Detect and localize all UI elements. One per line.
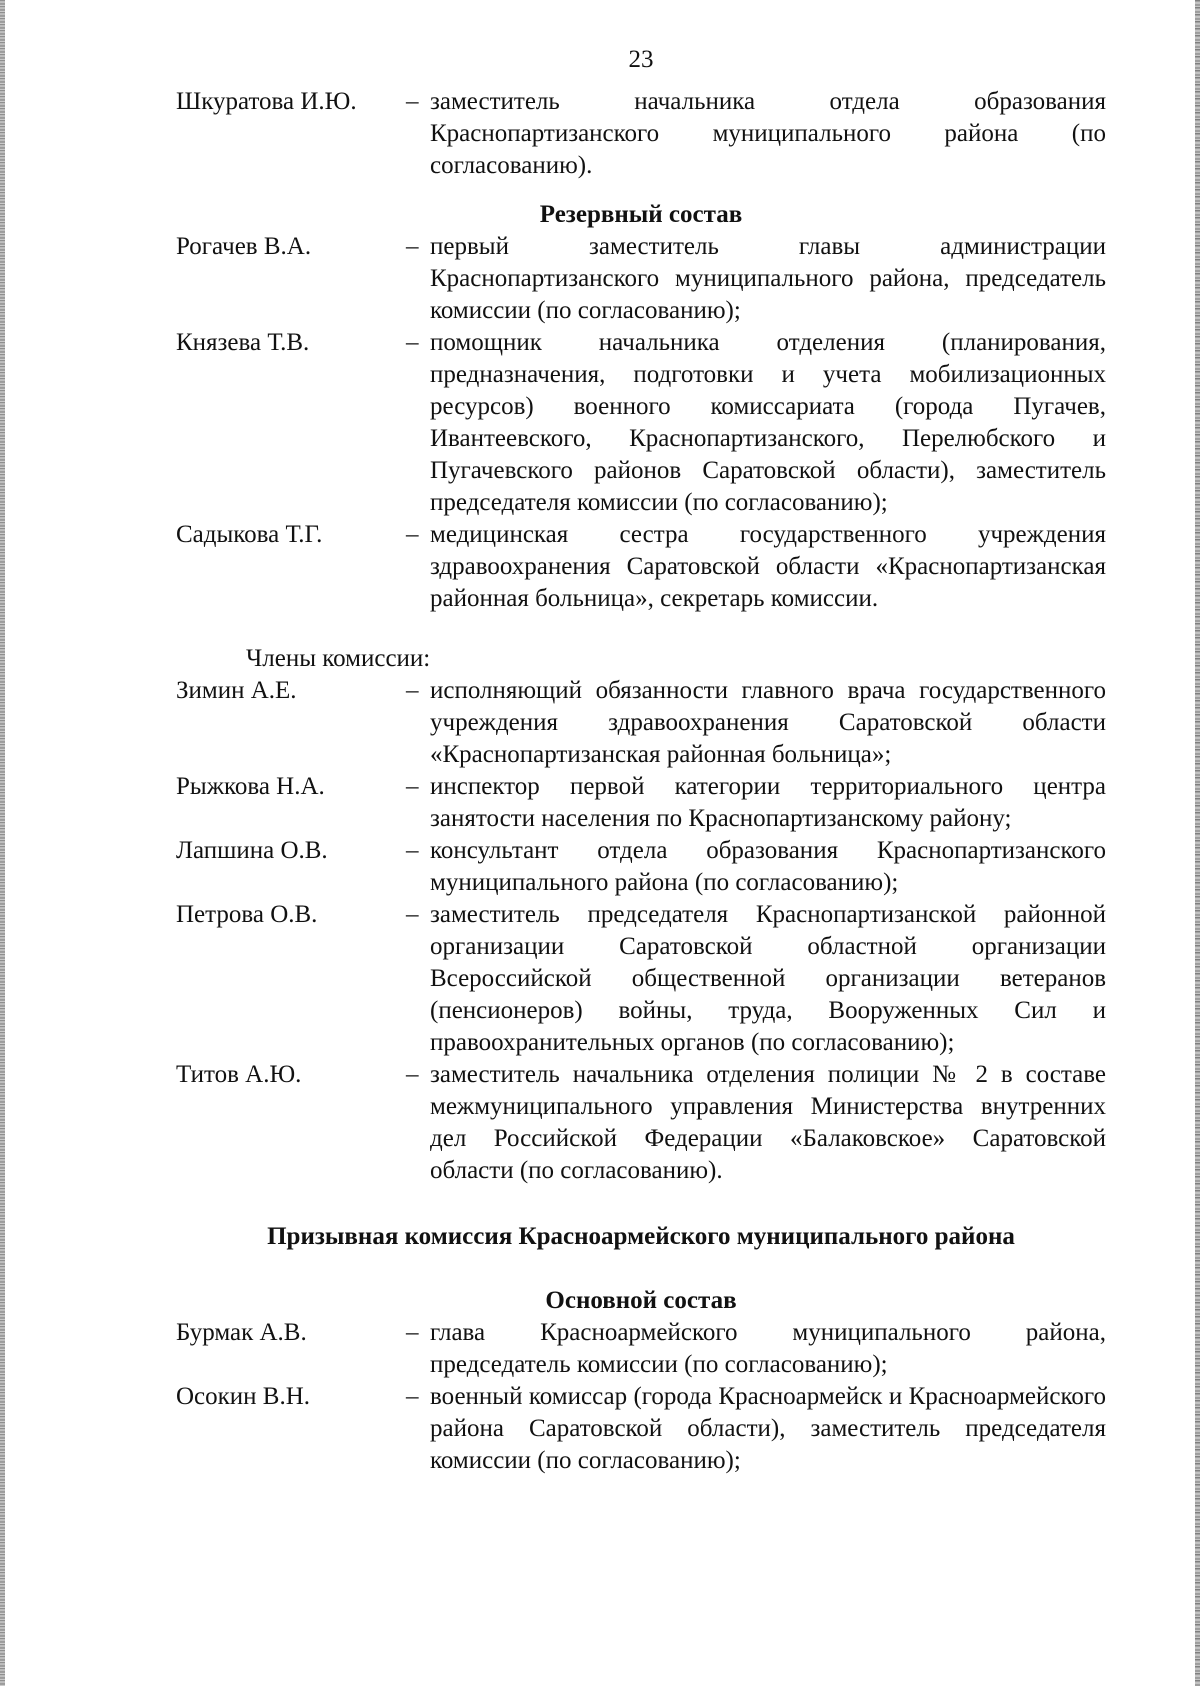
main-heading: Основной состав — [545, 1287, 737, 1314]
reserve-heading: Резервный состав — [539, 201, 743, 228]
entry-dash: – — [406, 773, 419, 800]
entry-name: Титов А.Ю. — [176, 1061, 302, 1088]
entry-dash: – — [406, 1061, 419, 1088]
entry-description: первый заместитель главы администрации Краснопартизанского муниципального района, председатель комиссии (по согласованию); — [430, 233, 1106, 324]
document-page — [176, 44, 1106, 1477]
entry-petrova — [176, 899, 1106, 1059]
entry-dash: – — [406, 1319, 419, 1346]
entry-description: заместитель председателя Краснопартизанской районной организации Саратовской областной организации Всероссийской общественной организации ветеранов (пенсионеров) войны, труда, Вооруженных Сил и правоохранительных органов (по согласованию); — [430, 901, 1106, 1056]
entry-description: помощник начальника отделения (планирования, предназначения, подготовки и учета мобилизационных ресурсов) военного комиссариата (города Пугачев, Ивантеевского, Краснопартизанского, Перелюбского и Пугачевского районов Саратовской области), заместитель председателя комиссии (по согласованию); — [430, 329, 1106, 516]
entry-description: заместитель начальника отдела образования Краснопартизанского муниципального района (по согласованию). — [430, 88, 1106, 179]
entry-dash: – — [406, 233, 419, 260]
entry-dash: – — [406, 521, 419, 548]
entry-name: Бурмак А.В. — [176, 1319, 307, 1346]
entry-zimin — [176, 675, 1106, 771]
entry-description: военный комиссар (города Красноармейск и Красноармейского района Саратовской области), заместитель председателя комиссии (по согласованию); — [430, 1383, 1106, 1474]
scan-edge-right — [1195, 0, 1200, 1686]
entry-ryzhkova — [176, 771, 1106, 835]
entry-name: Лапшина О.В. — [176, 837, 328, 864]
entry-description: исполняющий обязанности главного врача государственного учреждения здравоохранения Саратовской области «Краснопартизанская районная больница»; — [430, 677, 1106, 768]
commission-title: Призывная комиссия Красноармейского муниципального района — [267, 1223, 1015, 1250]
entry-name: Петрова О.В. — [176, 901, 318, 928]
entry-sadykova — [176, 519, 1106, 615]
entry-description: заместитель начальника отделения полиции № 2 в составе межмуниципального управления Министерства внутренних дел Российской Федерации «Балаковское» Саратовской области (по согласованию). — [430, 1061, 1106, 1184]
entry-name: Зимин А.Е. — [176, 677, 297, 704]
page-number: 23 — [628, 46, 654, 73]
entry-name: Садыкова Т.Г. — [176, 521, 323, 548]
scan-edge-left — [0, 0, 5, 1686]
members-label: Члены комиссии: — [246, 645, 431, 672]
entry-burmak — [176, 1317, 1106, 1381]
entry-osokin — [176, 1381, 1106, 1477]
entry-description: глава Красноармейского муниципального района, председатель комиссии (по согласованию); — [430, 1319, 1106, 1378]
entry-name: Рогачев В.А. — [176, 233, 312, 260]
entry-name: Князева Т.В. — [176, 329, 310, 356]
entry-description: медицинская сестра государственного учреждения здравоохранения Саратовской области «Краснопартизанская районная больница», секретарь комиссии. — [430, 521, 1106, 612]
entry-description: консультант отдела образования Краснопартизанского муниципального района (по согласованию); — [430, 837, 1106, 896]
entry-dash: – — [406, 901, 419, 928]
entry-name: Шкуратова И.Ю. — [176, 88, 357, 115]
entry-shkuratova — [176, 86, 1106, 182]
entry-knyazeva — [176, 327, 1106, 519]
entry-dash: – — [406, 837, 419, 864]
entry-lapshina — [176, 835, 1106, 899]
entry-dash: – — [406, 329, 419, 356]
entry-dash: – — [406, 1383, 419, 1410]
entry-description: инспектор первой категории территориального центра занятости населения по Краснопартизанскому району; — [430, 773, 1106, 832]
entry-titov — [176, 1059, 1106, 1187]
entry-dash: – — [406, 88, 419, 115]
entry-rogachev — [176, 231, 1106, 327]
entry-name: Рыжкова Н.А. — [176, 773, 325, 800]
entry-name: Осокин В.Н. — [176, 1383, 311, 1410]
entry-dash: – — [406, 677, 419, 704]
